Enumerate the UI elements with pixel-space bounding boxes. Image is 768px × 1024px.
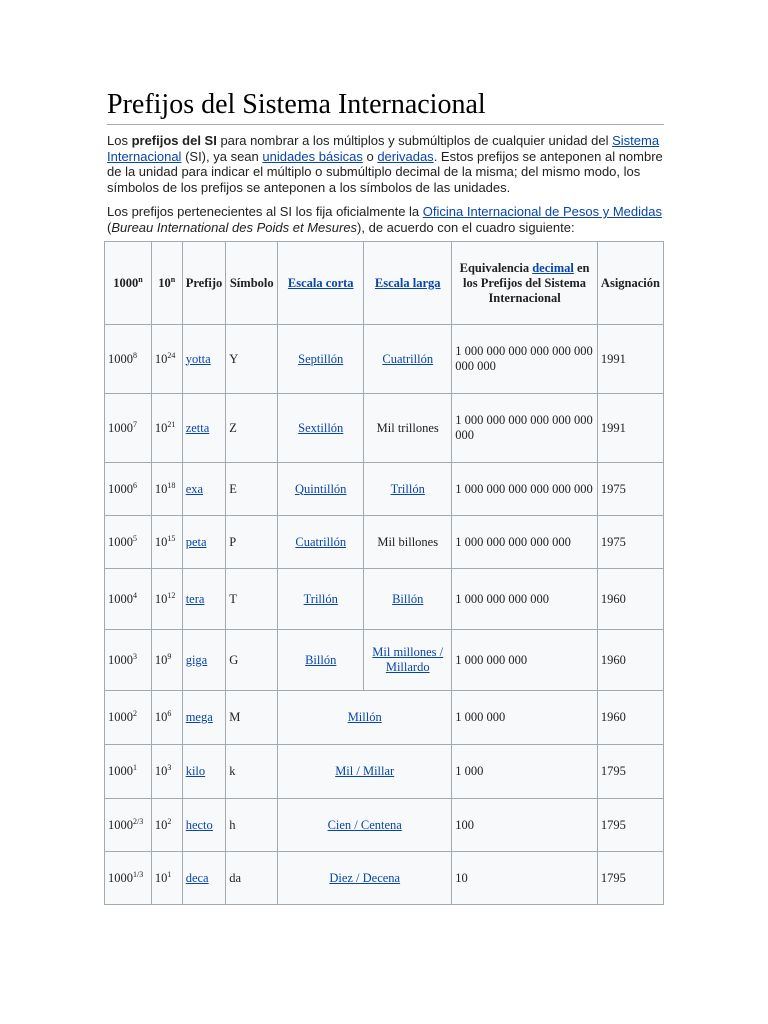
cell-1000n: 1000$^7$ [105, 394, 152, 463]
table-row [105, 516, 664, 569]
cell-simbolo: k [226, 745, 278, 799]
link-escala-corta-value[interactable]: Cuatrillón [295, 534, 347, 549]
link-unidades-basicas[interactable]: unidades básicas [262, 148, 363, 164]
cell-escala-ambas [278, 745, 452, 799]
link-escala-corta-value[interactable]: Trillón [303, 591, 338, 606]
header-escala-corta [278, 242, 364, 325]
cell-prefijo [182, 852, 226, 905]
cell-escala-corta [278, 463, 364, 516]
cell-simbolo: Z [226, 394, 278, 463]
table-header-row [105, 242, 664, 325]
cell-asignacion: 1975 [597, 463, 663, 516]
link-prefix[interactable]: exa [185, 481, 204, 496]
cell-asignacion: 1991 [597, 394, 663, 463]
link-escala-corta[interactable]: Escala corta [287, 275, 354, 290]
cell-equivalencia: 1 000 [452, 745, 598, 799]
header-escala-larga [364, 242, 452, 325]
cell-escala-larga: Mil trillones [364, 394, 452, 463]
header-simbolo: Símbolo [226, 242, 278, 325]
cell-10n: $10^9$ [151, 630, 182, 691]
cell-10n: $10^2$ [151, 799, 182, 852]
link-prefix[interactable]: kilo [185, 764, 206, 778]
cell-1000n: 1000$^5$ [105, 516, 152, 569]
cell-1000n: $1000^{2/3}$ [105, 799, 152, 852]
cell-10n: $10^{24}$ [151, 325, 182, 394]
cell-10n: $10^1$ [151, 852, 182, 905]
si-prefixes-table [104, 241, 664, 905]
table-row [105, 630, 664, 691]
cell-asignacion: 1960 [597, 691, 663, 745]
intro-bold-term: prefijos del SI [131, 133, 217, 148]
cell-equivalencia: 1 000 000 000 000 000 000 000 000 [452, 325, 598, 394]
cell-equivalencia: 10 [452, 852, 598, 905]
cell-prefijo [182, 394, 226, 463]
link-prefix[interactable]: peta [185, 534, 207, 549]
cell-escala-corta [278, 516, 364, 569]
header-1000n: 1000$^n$ [105, 242, 152, 325]
link-escala[interactable]: Diez / Decena [329, 870, 401, 885]
cell-1000n: 1000$^3$ [105, 630, 152, 691]
table-row [105, 691, 664, 745]
intro-paragraph [107, 133, 664, 195]
cell-asignacion: 1960 [597, 630, 663, 691]
link-prefix[interactable]: hecto [185, 817, 213, 832]
link-escala-corta-value[interactable]: Sextillón [298, 420, 344, 435]
page-title: Prefijos del Sistema Internacional [107, 88, 664, 125]
link-escala-larga[interactable]: Escala larga [374, 275, 441, 290]
cell-asignacion: 1795 [597, 852, 663, 905]
cell-simbolo: M [226, 691, 278, 745]
intro-text: para nombrar a los múltiplos y submúltiplos de cualquier unidad del [216, 133, 613, 148]
cell-equivalencia: 1 000 000 000 000 000 000 [452, 463, 598, 516]
intro-text: (SI), ya sean [181, 148, 263, 164]
cell-escala-corta [278, 630, 364, 691]
cell-1000n: 1000$^6$ [105, 463, 152, 516]
cell-simbolo: Y [226, 325, 278, 394]
cell-prefijo [182, 516, 226, 569]
link-escala-larga-value[interactable]: Trillón [390, 481, 425, 496]
cell-escala-ambas [278, 852, 452, 905]
link-escala-larga-value[interactable]: Mil millones / Millardo [372, 645, 444, 674]
cell-prefijo [182, 569, 226, 630]
link-prefix[interactable]: deca [185, 870, 209, 885]
cell-asignacion: 1991 [597, 325, 663, 394]
cell-prefijo [182, 691, 226, 745]
cell-1000n: $1000^{1/3}$ [105, 852, 152, 905]
cell-equivalencia: 1 000 000 000 000 000 [452, 516, 598, 569]
cell-simbolo: E [226, 463, 278, 516]
header-10n: 10$^n$ [151, 242, 182, 325]
link-oficina-internacional[interactable]: Oficina Internacional de Pesos y Medidas [422, 204, 662, 219]
cell-simbolo: P [226, 516, 278, 569]
cell-escala-ambas [278, 691, 452, 745]
cell-escala-larga [364, 569, 452, 630]
link-escala-larga-value[interactable]: Cuatrillón [382, 351, 434, 366]
table-row [105, 745, 664, 799]
bipm-text: Los prefijos pertenecientes al SI los fija oficialmente la [107, 204, 423, 219]
link-sistema-internacional[interactable]: Sistema Internacional [107, 133, 660, 164]
cell-escala-larga [364, 325, 452, 394]
bipm-french-name: Bureau International des Poids et Mesures [111, 219, 358, 235]
cell-equivalencia: 100 [452, 799, 598, 852]
cell-equivalencia: 1 000 000 000 [452, 630, 598, 691]
intro-text: Los [107, 133, 132, 148]
cell-simbolo: da [226, 852, 278, 905]
intro-text: o [362, 148, 378, 164]
cell-escala-larga: Mil billones [364, 516, 452, 569]
cell-1000n: 1000$^4$ [105, 569, 152, 630]
link-escala-corta-value[interactable]: Quintillón [295, 481, 347, 496]
cell-1000n: 1000$^2$ [105, 691, 152, 745]
cell-simbolo: T [226, 569, 278, 630]
cell-asignacion: 1975 [597, 516, 663, 569]
cell-10n: $10^6$ [151, 691, 182, 745]
table-row [105, 394, 664, 463]
bipm-text: ( [107, 219, 112, 235]
intro-text: . Estos prefijos se anteponen al nombre de la unidad para indicar el múltiplo o submúltiplo decimal de la misma; del mismo modo, los símbolos de los prefijos se anteponen a los símbolos de las unidades. [107, 148, 663, 195]
cell-equivalencia: 1 000 000 000 000 000 000 000 [452, 394, 598, 463]
link-escala-corta-value[interactable]: Billón [305, 652, 337, 667]
cell-escala-ambas [278, 799, 452, 852]
table-row [105, 569, 664, 630]
cell-1000n: 1000$^1$ [105, 745, 152, 799]
link-decimal[interactable]: decimal [532, 260, 574, 275]
link-derivadas[interactable]: derivadas [377, 148, 434, 164]
cell-escala-corta [278, 325, 364, 394]
cell-prefijo [182, 745, 226, 799]
cell-10n: $10^{15}$ [151, 516, 182, 569]
cell-10n: $10^3$ [151, 745, 182, 799]
cell-1000n: 1000$^8$ [105, 325, 152, 394]
table-row [105, 852, 664, 905]
cell-asignacion: 1795 [597, 799, 663, 852]
cell-asignacion: 1795 [597, 745, 663, 799]
link-prefix[interactable]: mega [185, 710, 213, 724]
cell-escala-corta [278, 394, 364, 463]
table-row [105, 799, 664, 852]
cell-prefijo [182, 799, 226, 852]
link-escala[interactable]: Mil / Millar [335, 764, 395, 778]
cell-10n: $10^{18}$ [151, 463, 182, 516]
link-escala[interactable]: Cien / Centena [327, 817, 402, 832]
cell-equivalencia: 1 000 000 [452, 691, 598, 745]
cell-prefijo [182, 325, 226, 394]
link-prefix[interactable]: yotta [185, 351, 211, 366]
link-escala[interactable]: Millón [347, 710, 382, 724]
link-prefix[interactable]: zetta [185, 420, 210, 435]
cell-escala-corta [278, 569, 364, 630]
header-prefijo: Prefijo [182, 242, 226, 325]
link-escala-larga-value[interactable]: Billón [392, 591, 424, 606]
cell-10n: $10^{21}$ [151, 394, 182, 463]
cell-escala-larga [364, 463, 452, 516]
link-prefix[interactable]: giga [185, 652, 208, 667]
table-row [105, 325, 664, 394]
cell-prefijo [182, 463, 226, 516]
link-prefix[interactable]: tera [185, 591, 205, 606]
article [107, 88, 664, 235]
cell-equivalencia: 1 000 000 000 000 [452, 569, 598, 630]
header-equivalencia: Equivalencia decimal en los Prefijos del Sistema Internacional [452, 242, 598, 325]
bipm-paragraph [107, 204, 664, 235]
header-asignacion: Asignación [597, 242, 663, 325]
cell-prefijo [182, 630, 226, 691]
link-escala-corta-value[interactable]: Septillón [298, 351, 344, 366]
table-row [105, 463, 664, 516]
cell-asignacion: 1960 [597, 569, 663, 630]
cell-simbolo: G [226, 630, 278, 691]
bipm-text: ), de acuerdo con el cuadro siguiente: [357, 219, 575, 235]
cell-escala-larga [364, 630, 452, 691]
cell-10n: $10^{12}$ [151, 569, 182, 630]
cell-simbolo: h [226, 799, 278, 852]
